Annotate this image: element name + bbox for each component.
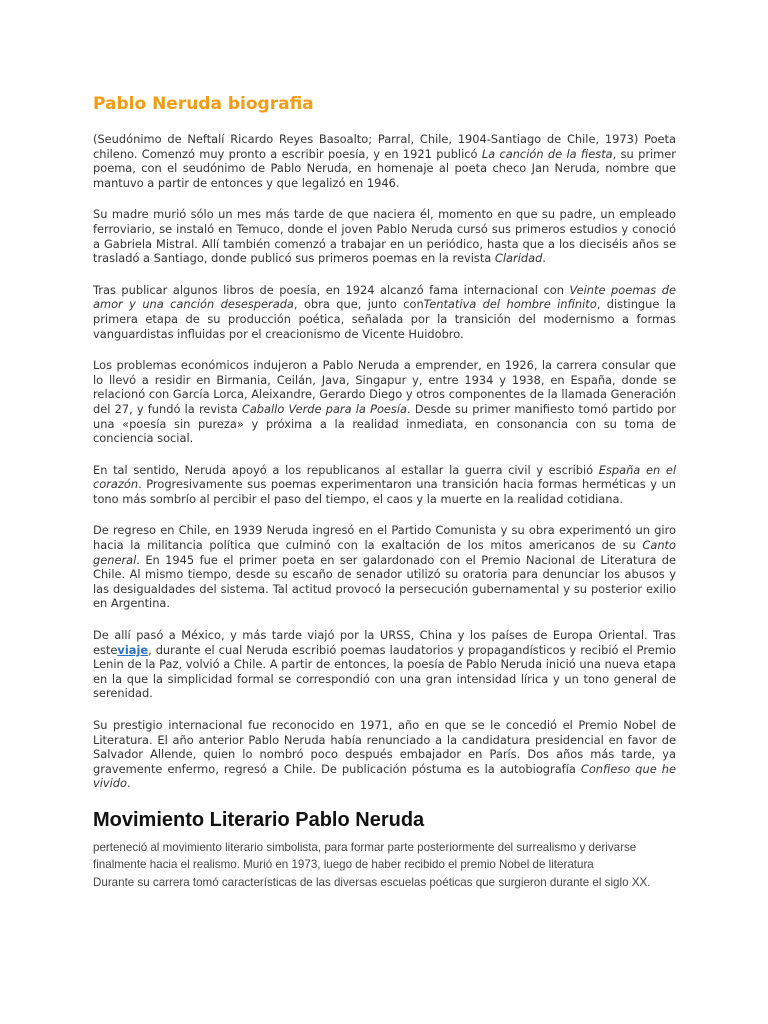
work-title: Canto general	[93, 538, 676, 567]
bio-paragraph	[93, 132, 676, 190]
paragraph-text: En tal sentido, Neruda apoyó a los republicanos al estallar la guerra civil y escribió	[93, 462, 599, 477]
paragraph-text: .	[542, 251, 546, 266]
paragraph-text: Su madre murió sólo un mes más tarde de que naciera él, momento en que su padre, un empleado ferroviario, se instaló en Temuco, donde el joven Pablo Neruda cursó sus primeros estudios y conoció a Gabriela Mistral. Allí también comenzó a trabajar en un periódico, hasta que a los dieciséis años se trasladó a Santiago, donde publicó sus primeros poemas en la revista	[93, 207, 676, 266]
work-title: Confieso que he vivido	[93, 761, 676, 791]
bio-paragraph	[93, 358, 676, 446]
work-title: La canción de la fiesta	[481, 146, 613, 161]
bio-paragraph	[93, 523, 676, 611]
bio-paragraph	[93, 283, 676, 341]
section-line: perteneció al movimiento literario simbolista, para formar parte posteriormente del surrealismo y derivarse finalmente hacia el realismo. Murió en 1973, luego de haber recibido el premio Nobel de literatura	[93, 840, 637, 872]
paragraph-text: .	[127, 776, 131, 791]
bio-paragraph	[93, 463, 676, 507]
paragraph-text: , su primer poema, con el seudónimo de Pablo Neruda, en homenaje al poeta checo Jan Neruda, nombre que mantuvo a partir de entonces y que legalizó en 1946.	[93, 146, 676, 190]
paragraph-text: Los problemas económicos indujeron a Pablo Neruda a emprender, en 1926, la carrera consular que lo llevó a residir en Birmania, Ceilán, Java, Singapur y, entre 1934 y 1938, en España, donde se relacionó con García Lorca, Aleixandre, Gerardo Diego y otros componentes de la llamada Generación del 27, y fundó la revista	[93, 358, 676, 416]
bio-paragraph	[93, 207, 676, 265]
section-line: Durante su carrera tomó características de las diversas escuelas poéticas que surgieron durante el siglo XX.	[93, 875, 651, 889]
work-title: Claridad	[494, 251, 543, 266]
paragraph-text: . Progresivamente sus poemas experimentaron una transición hacia formas herméticas y un tono más sombrío al percibir el paso del tiempo, el caos y la muerte en la realidad cotidiana.	[93, 477, 676, 506]
paragraph-text: , durante el cual Neruda escribió poemas laudatorios y propagandísticos y recibió el Premio Lenin de la Paz, volvió a Chile. A partir de entonces, la poesía de Pablo Neruda inició una nueva etapa en la que la simplicidad formal se correspondió con una gran intensidad lírica y un tono general de serenidad.	[93, 642, 676, 701]
page-title: Pablo Neruda biografia	[93, 94, 314, 114]
bio-paragraph	[93, 628, 676, 701]
paragraph-text: . En 1945 fue el primer poeta en ser galardonado con el Premio Nacional de Literatura de Chile. Al mismo tiempo, desde su escaño de senador utilizó su oratoria para denunciar los abusos y las desigualdades del sistema. Tal actitud provocó la persecución gubernamental y su posterior exilio en Argentina.	[93, 552, 676, 611]
paragraph-text: , obra que, junto con	[293, 297, 424, 312]
document-page	[93, 94, 676, 891]
biography-body	[93, 132, 676, 791]
viaje-link[interactable]: viaje	[117, 642, 149, 657]
paragraph-text: Tras publicar algunos libros de poesía, en 1924 alcanzó fama internacional con	[93, 282, 570, 297]
work-title: Tentativa del hombre infinito	[423, 297, 597, 312]
section-title: Movimiento Literario Pablo Neruda	[93, 808, 425, 831]
paragraph-text: De allí pasó a México, y más tarde viajó por la URSS, China y los países de Europa Oriental. Tras este	[93, 628, 676, 657]
work-title: España en el corazón	[93, 462, 676, 492]
paragraph-text: (Seudónimo de Neftalí Ricardo Reyes Basoalto; Parral, Chile, 1904-Santiago de Chile, 1973) Poeta chileno. Comenzó muy pronto a escribir poesía, y en 1921 publicó	[93, 132, 676, 161]
paragraph-text: De regreso en Chile, en 1939 Neruda ingresó en el Partido Comunista y su obra experimentó un giro hacia la militancia política que culminó con la exaltación de los mitos americanos de su	[93, 523, 676, 553]
work-title: Caballo Verde para la Poesía	[241, 401, 408, 416]
paragraph-text: , distingue la primera etapa de su producción poética, señalada por la transición del modernismo a formas vanguardistas influidas por el creacionismo de Vicente Huidobro.	[93, 297, 676, 341]
paragraph-text: . Desde su primer manifiesto tomó partido por una «poesía sin pureza» y próxima a la realidad inmediata, en consonancia con su toma de conciencia social.	[93, 401, 676, 446]
paragraph-text: Su prestigio internacional fue reconocido en 1971, año en que se le concedió el Premio Nobel de Literatura. El año anterior Pablo Neruda había renunciado a la candidatura presidencial en favor de Salvador Allende, quien lo nombró poco después embajador en París. Dos años más tarde, ya gravemente enfermo, regresó a Chile. De publicación póstuma es la autobiografía	[93, 718, 676, 776]
section-body	[93, 839, 676, 892]
bio-paragraph	[93, 718, 676, 791]
work-title: Veinte poemas de amor y una canción desesperada	[93, 282, 676, 312]
